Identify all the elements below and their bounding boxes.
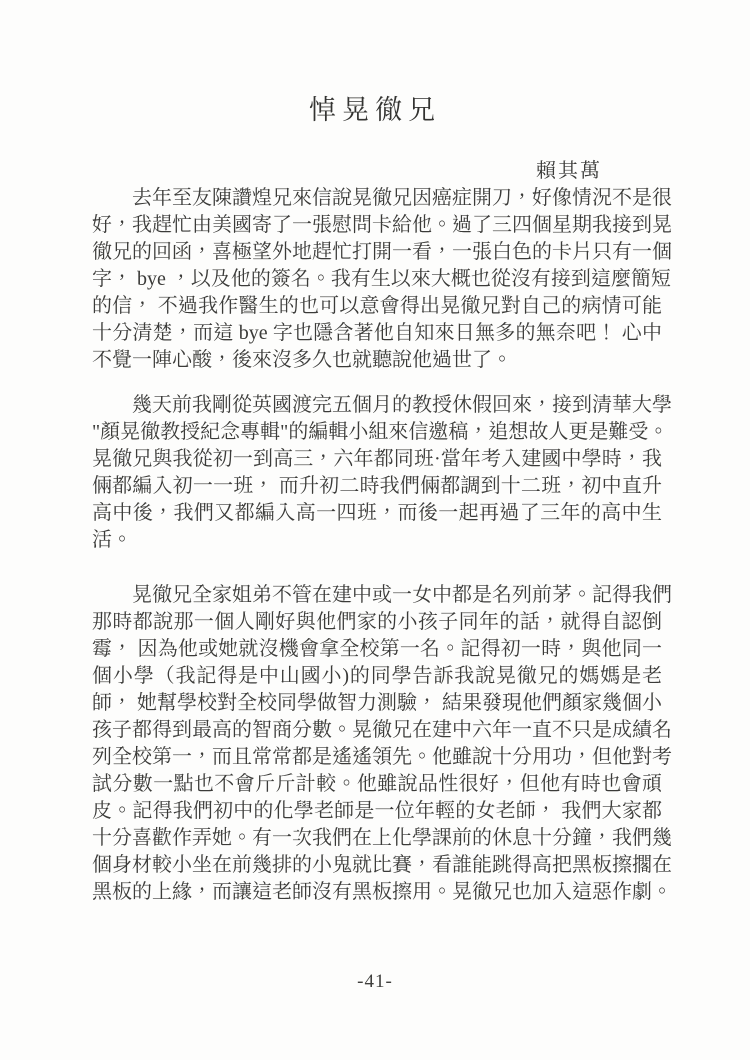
- text-line: 不覺一陣心酸，後來沒多久也就聽說他過世了。: [92, 349, 512, 371]
- text-line: "顏晃徹教授紀念專輯"的編輯小組來信邀稿，追想故人更是難受。: [92, 421, 669, 443]
- text-line: 去年至友陳讚煌兄來信說晃徹兄因癌症開刀，好像情況不是很: [132, 187, 672, 209]
- paragraph: [92, 185, 672, 374]
- text-line: 師， 她幫學校對全校同學做智力測驗， 結果發現他們顏家幾個小: [92, 692, 662, 714]
- text-line: 黑板的上緣，而讓這老師沒有黑板擦用。晃徹兄也加入這惡作劇。: [92, 881, 672, 903]
- text-line: 高中後，我們又都編入高一四班，而後一起再過了三年的高中生: [92, 502, 662, 524]
- text-line: 皮。記得我們初中的化學老師是一位年輕的女老師， 我們大家都: [92, 800, 662, 822]
- text-line: 霉， 因為他或她就沒機會拿全校第一名。記得初一時，與他同一: [92, 638, 662, 660]
- text-line: 倆都編入初一一班， 而升初二時我們倆都調到十二班，初中直升: [92, 475, 662, 497]
- text-line: 晃徹兄與我從初一到高三，六年都同班·當年考入建國中學時，我: [92, 448, 662, 470]
- text-line: 徹兄的回函，喜極望外地趕忙打開一看，一張白色的卡片只有一個: [92, 241, 672, 263]
- text-line: 那時都說那一個人剛好與他們家的小孩子同年的話，就得自認倒: [92, 611, 662, 633]
- page-number: -41-: [357, 971, 393, 992]
- text-line: 好，我趕忙由美國寄了一張慰問卡給他。過了三四個星期我接到晃: [92, 214, 672, 236]
- text-line: 試分數一點也不會斤斤計較。他雖說品性很好，但他有時也會頑: [92, 773, 662, 795]
- text-line: 幾天前我剛從英國渡完五個月的教授休假回來，接到清華大學: [132, 394, 672, 416]
- text-line: 個小學（我記得是中山國小)的同學告訴我說晃徹兄的媽媽是老: [92, 665, 662, 687]
- text-line: 十分清楚，而這 bye 字也隱含著他自知來日無多的無奈吧！ 心中: [92, 322, 662, 344]
- paragraph: [92, 582, 672, 906]
- author-name: 賴其萬: [536, 160, 602, 182]
- text-line: 活。: [92, 529, 132, 551]
- document-title: 悼晃徹兄: [309, 95, 441, 125]
- text-line: 字， bye ，以及他的簽名。我有生以來大概也從沒有接到這麼簡短: [92, 268, 671, 290]
- text-line: 列全校第一，而且常常都是遙遙領先。他雖說十分用功，但他對考: [92, 746, 672, 768]
- text-line: 個身材較小坐在前幾排的小鬼就比賽，看誰能跳得高把黑板擦擱在: [92, 854, 672, 876]
- text-line: 十分喜歡作弄她。有一次我們在上化學課前的休息十分鐘，我們幾: [92, 827, 672, 849]
- document-body: [92, 185, 672, 906]
- text-line: 的信， 不過我作醫生的也可以意會得出晃徹兄對自己的病情可能: [92, 295, 662, 317]
- text-line: 孩子都得到最高的智商分數。晃徹兄在建中六年一直不只是成績名: [92, 719, 672, 741]
- paragraph: [92, 392, 672, 554]
- text-line: 晃徹兄全家姐弟不管在建中或一女中都是名列前茅。記得我們: [132, 584, 672, 606]
